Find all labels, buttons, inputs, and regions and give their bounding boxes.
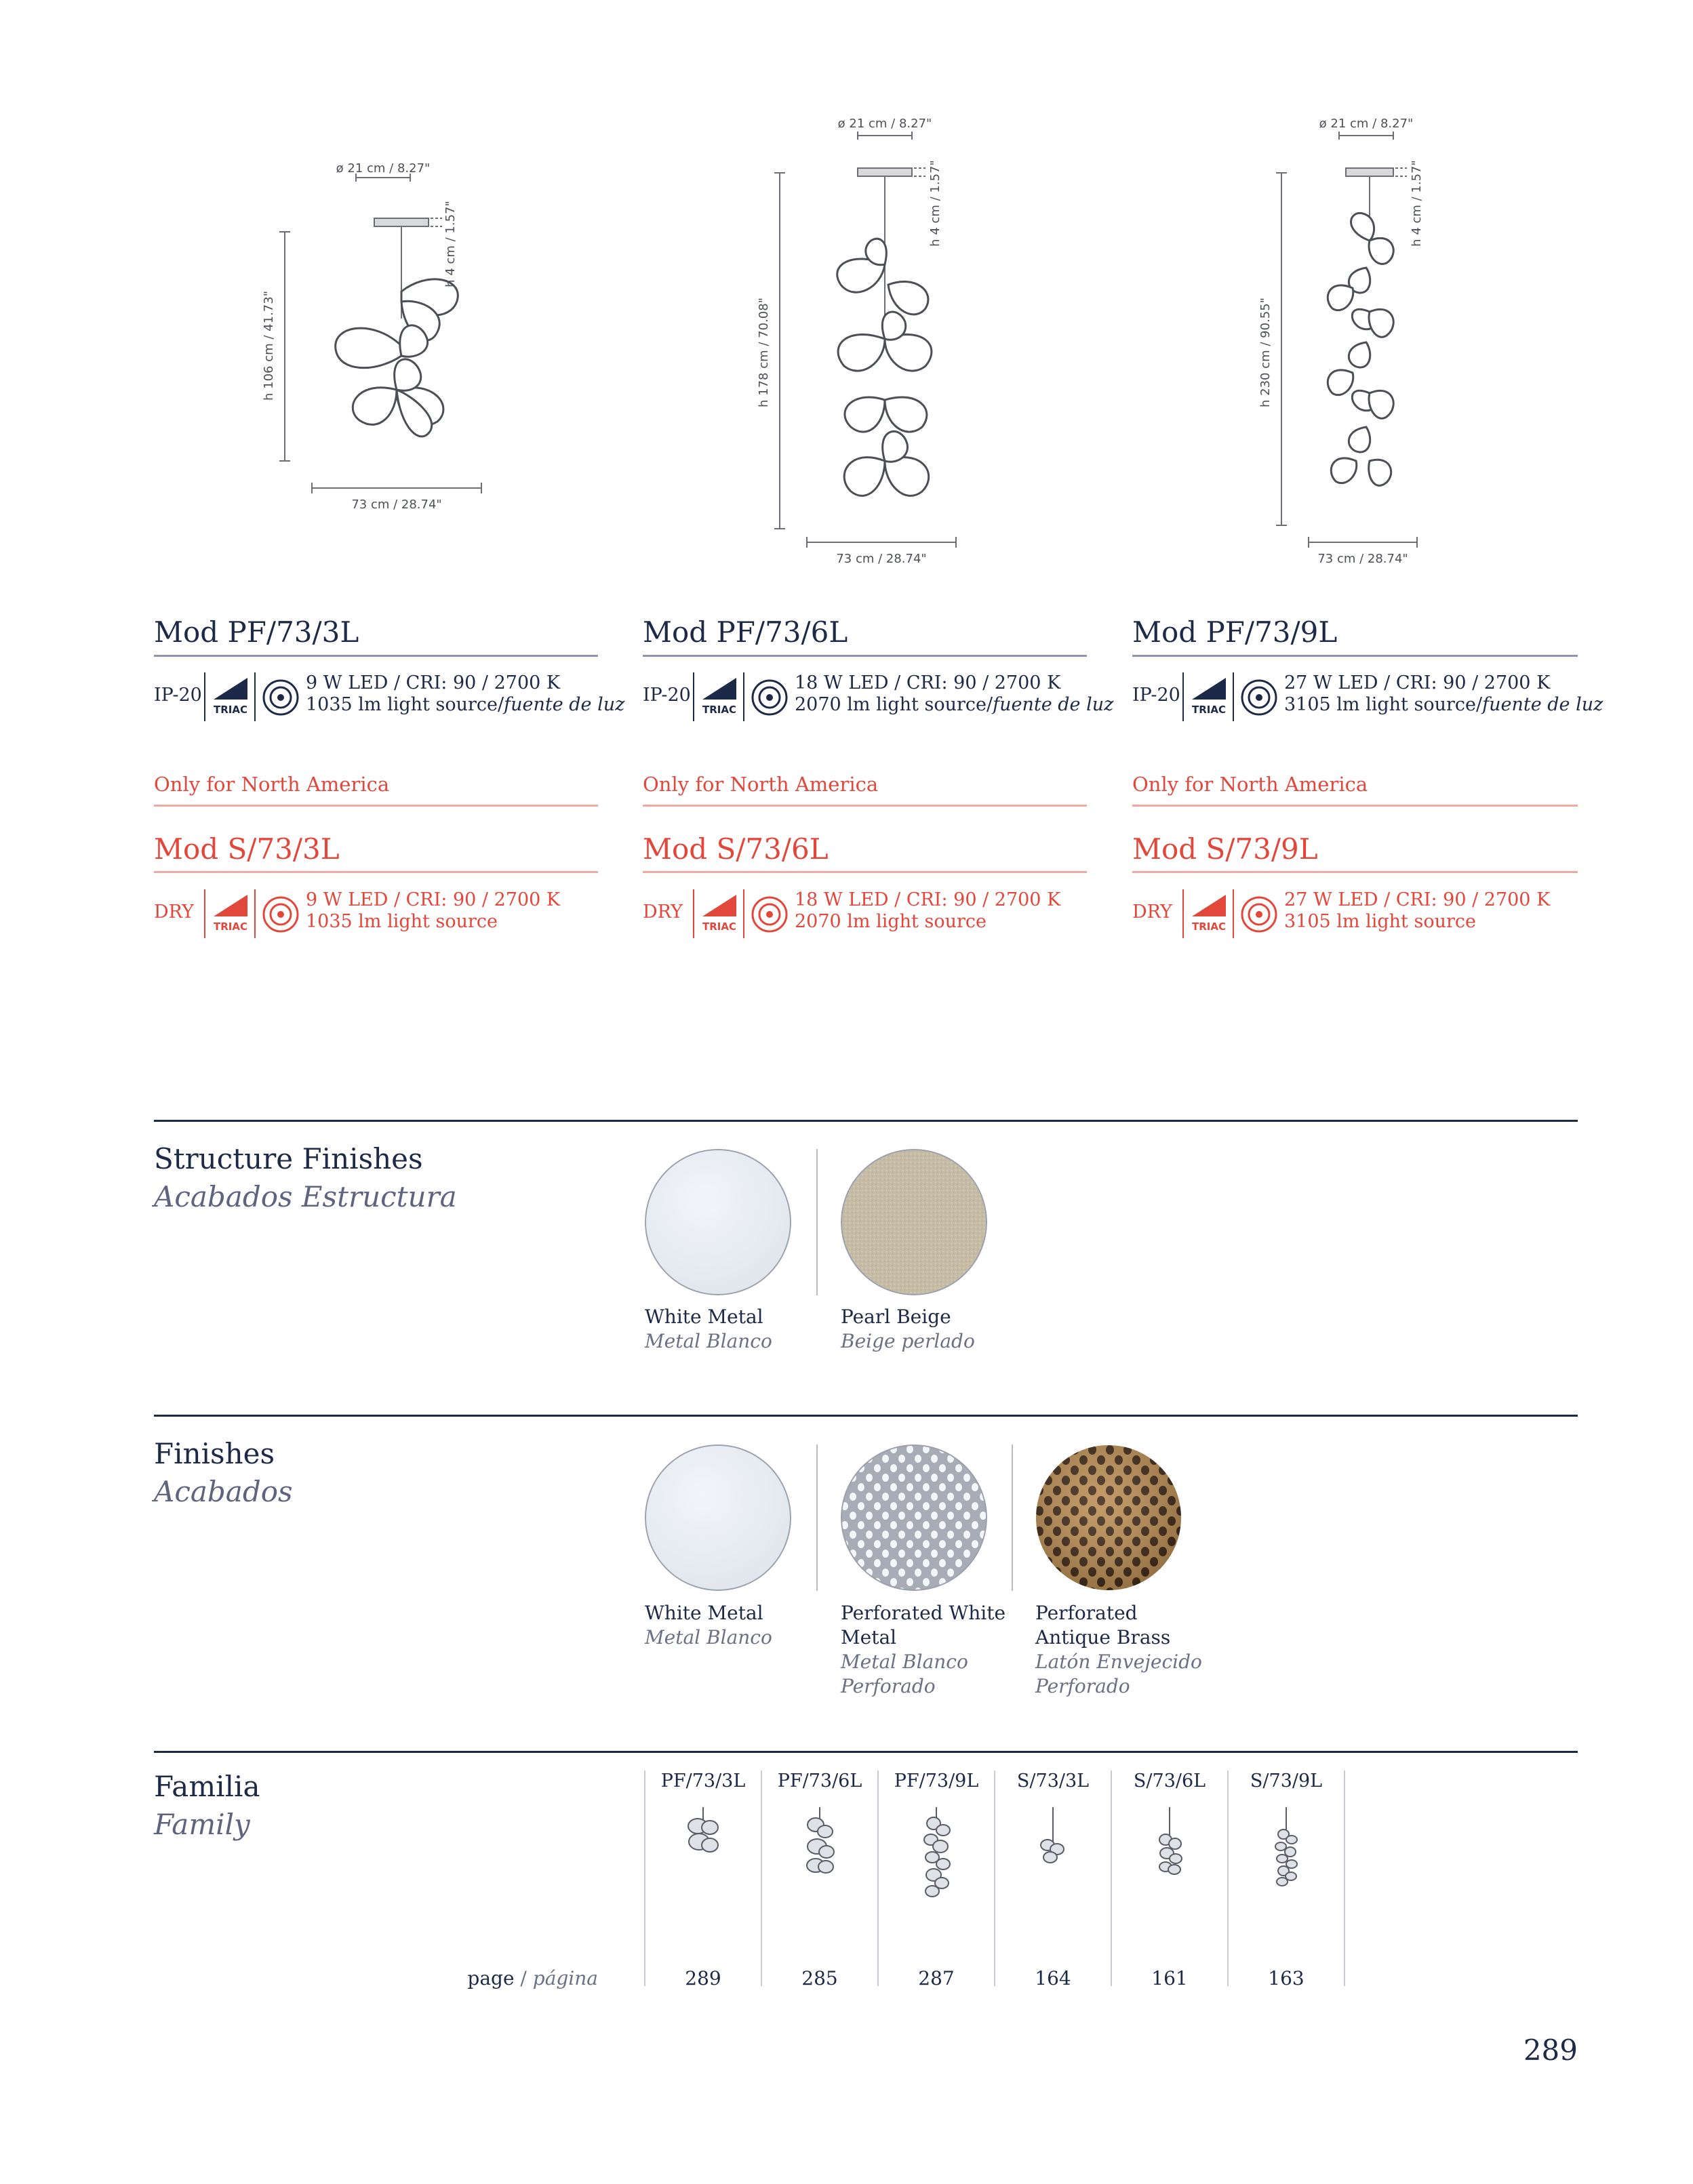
svg-text:TRIAC: TRIAC bbox=[214, 921, 247, 933]
family-item-pf-73-3l[interactable] bbox=[645, 1771, 761, 1994]
light-source-icon bbox=[750, 895, 789, 934]
divider bbox=[1233, 672, 1234, 721]
ip-rating: IP-20 bbox=[1132, 685, 1180, 706]
swatch-perforated-antique-brass bbox=[1035, 1444, 1182, 1591]
spec-text bbox=[795, 672, 1113, 716]
family-item-name: S/73/3L bbox=[1016, 1771, 1090, 1792]
spec-row-s-73-3l bbox=[154, 889, 598, 939]
spec-lumens: 1035 lm light source bbox=[306, 911, 498, 932]
model-rule bbox=[154, 655, 598, 657]
spec-row-pf-73-6l bbox=[643, 672, 1114, 723]
spec-lumens: 3105 lm light source/fuente de luz bbox=[1284, 694, 1604, 715]
family-item-name: PF/73/3L bbox=[660, 1771, 746, 1792]
swatch-divider bbox=[1012, 1444, 1013, 1591]
spec-power: 18 W LED / CRI: 90 / 2700 K bbox=[795, 889, 1061, 910]
note-rule bbox=[1132, 805, 1578, 807]
dry-rating: DRY bbox=[154, 902, 194, 923]
model-rule bbox=[1132, 871, 1578, 873]
dry-rating: DRY bbox=[1132, 902, 1172, 923]
divider bbox=[1233, 889, 1234, 938]
spec-lumens: 3105 lm light source bbox=[1284, 911, 1476, 932]
ip-rating: IP-20 bbox=[154, 685, 202, 706]
spec-text bbox=[1284, 889, 1550, 933]
dim-height: h 106 cm / 41.73" bbox=[262, 291, 276, 401]
dim-width: 73 cm / 28.74" bbox=[1317, 552, 1408, 566]
model-title-s-73-6l: Mod S/73/6L bbox=[643, 832, 829, 866]
model-title-pf-73-6l: Mod PF/73/6L bbox=[643, 615, 848, 649]
family-item-name: PF/73/9L bbox=[894, 1771, 979, 1792]
divider bbox=[1182, 889, 1184, 938]
spec-lumens: 1035 lm light source/fuente de luz bbox=[306, 694, 625, 715]
swatch-divider bbox=[816, 1444, 818, 1591]
ip-rating: IP-20 bbox=[643, 685, 691, 706]
model-title-pf-73-9l: Mod PF/73/9L bbox=[1132, 615, 1338, 649]
model-rule bbox=[1132, 655, 1578, 657]
finishes-subtitle: Acabados bbox=[154, 1475, 293, 1508]
page-number: 289 bbox=[1523, 2034, 1578, 2067]
drawing-pf-73-3l bbox=[258, 156, 529, 535]
family-item-page: 161 bbox=[1151, 1967, 1188, 1989]
spec-power: 27 W LED / CRI: 90 / 2700 K bbox=[1284, 889, 1551, 910]
swatch-label-perforated-antique-brass: Perforated Antique Brass Latón Envejecido Perforado bbox=[1035, 1602, 1202, 1697]
triac-dimmable-icon bbox=[211, 892, 250, 935]
dim-diameter: ø 21 cm / 8.27" bbox=[336, 161, 431, 176]
divider bbox=[743, 889, 744, 938]
swatch-divider bbox=[816, 1149, 818, 1295]
family-item-name: PF/73/6L bbox=[777, 1771, 862, 1792]
spec-row-pf-73-9l bbox=[1132, 672, 1604, 723]
svg-text:TRIAC: TRIAC bbox=[702, 921, 736, 933]
section-divider bbox=[154, 1120, 1578, 1122]
family-item-page: 287 bbox=[918, 1967, 955, 1989]
family-thumbnail bbox=[878, 1804, 995, 1920]
divider bbox=[693, 889, 694, 938]
swatch-pearl-beige bbox=[841, 1149, 987, 1295]
triac-dimmable-icon bbox=[700, 675, 739, 719]
finishes-title: Finishes bbox=[154, 1437, 275, 1470]
lamp-3l-technical-drawing bbox=[258, 156, 529, 535]
north-america-note: Only for North America bbox=[643, 773, 879, 796]
spec-lumens: 2070 lm light source/fuente de luz bbox=[795, 694, 1114, 715]
family-item-name: S/73/6L bbox=[1133, 1771, 1206, 1792]
dim-canopy-height: h 4 cm / 1.57" bbox=[443, 201, 458, 287]
swatch-white-metal bbox=[645, 1149, 791, 1295]
family-thumbnail bbox=[645, 1804, 761, 1920]
family-item-s-73-6l[interactable] bbox=[1111, 1771, 1228, 1994]
svg-text:TRIAC: TRIAC bbox=[702, 704, 736, 716]
light-source-icon bbox=[261, 895, 300, 934]
swatch-white-metal bbox=[645, 1444, 791, 1591]
family-item-name: S/73/9L bbox=[1250, 1771, 1323, 1792]
model-title-s-73-3l: Mod S/73/3L bbox=[154, 832, 340, 866]
dim-diameter: ø 21 cm / 8.27" bbox=[1319, 117, 1414, 131]
spec-text bbox=[306, 889, 560, 933]
model-title-pf-73-3l: Mod PF/73/3L bbox=[154, 615, 359, 649]
divider bbox=[743, 672, 744, 721]
lamp-9l-technical-drawing bbox=[1254, 108, 1471, 576]
light-source-icon bbox=[750, 678, 789, 717]
dim-width: 73 cm / 28.74" bbox=[836, 552, 927, 566]
swatch-perforated-white-metal bbox=[841, 1444, 987, 1591]
section-divider bbox=[154, 1415, 1578, 1417]
drawing-pf-73-6l bbox=[753, 108, 997, 576]
drawing-pf-73-9l bbox=[1254, 108, 1471, 576]
structure-finishes-subtitle: Acabados Estructura bbox=[154, 1180, 457, 1213]
divider bbox=[1182, 672, 1184, 721]
family-item-pf-73-9l[interactable] bbox=[878, 1771, 995, 1994]
spec-row-s-73-6l bbox=[643, 889, 1087, 939]
divider bbox=[204, 889, 205, 938]
light-source-icon bbox=[261, 678, 300, 717]
model-rule bbox=[643, 655, 1087, 657]
family-thumbnail bbox=[995, 1804, 1111, 1920]
dim-height: h 230 cm / 90.55" bbox=[1258, 298, 1273, 407]
svg-text:TRIAC: TRIAC bbox=[1192, 704, 1226, 716]
family-item-page: 289 bbox=[685, 1967, 721, 1989]
spec-power: 18 W LED / CRI: 90 / 2700 K bbox=[795, 672, 1061, 693]
triac-dimmable-icon bbox=[1189, 675, 1229, 719]
spec-power: 27 W LED / CRI: 90 / 2700 K bbox=[1284, 672, 1551, 693]
swatch-label-pearl-beige: Pearl Beige Beige perlado bbox=[841, 1306, 975, 1352]
dry-rating: DRY bbox=[643, 902, 683, 923]
dim-height: h 178 cm / 70.08" bbox=[757, 298, 771, 407]
divider bbox=[204, 672, 205, 721]
spec-row-pf-73-3l bbox=[154, 672, 625, 723]
section-divider bbox=[154, 1751, 1578, 1753]
divider bbox=[254, 672, 256, 721]
triac-dimmable-icon bbox=[211, 675, 250, 719]
family-item-page: 285 bbox=[801, 1967, 838, 1989]
triac-dimmable-icon bbox=[1189, 892, 1229, 935]
family-thumbnail bbox=[761, 1804, 878, 1920]
family-item-s-73-9l[interactable] bbox=[1228, 1771, 1345, 1994]
dim-width: 73 cm / 28.74" bbox=[351, 498, 442, 512]
light-source-icon bbox=[1239, 678, 1279, 717]
note-rule bbox=[643, 805, 1087, 807]
swatch-label-perforated-white-metal: Perforated White Metal Metal Blanco Perforado bbox=[841, 1602, 1006, 1697]
spec-power: 9 W LED / CRI: 90 / 2700 K bbox=[306, 889, 561, 910]
svg-text:TRIAC: TRIAC bbox=[214, 704, 247, 716]
divider bbox=[254, 889, 256, 938]
model-rule bbox=[154, 871, 598, 873]
note-rule bbox=[154, 805, 598, 807]
swatch-label-white-metal: White Metal Metal Blanco bbox=[645, 1306, 772, 1352]
spec-row-s-73-9l bbox=[1132, 889, 1578, 939]
spec-lumens: 2070 lm light source bbox=[795, 911, 987, 932]
spec-text bbox=[306, 672, 624, 716]
north-america-note: Only for North America bbox=[154, 773, 390, 796]
divider bbox=[693, 672, 694, 721]
spec-power: 9 W LED / CRI: 90 / 2700 K bbox=[306, 672, 561, 693]
family-thumbnail bbox=[1111, 1804, 1228, 1920]
family-item-page: 164 bbox=[1035, 1967, 1071, 1989]
family-title: Familia bbox=[154, 1770, 260, 1803]
family-item-pf-73-6l[interactable] bbox=[761, 1771, 878, 1994]
family-item-page: 163 bbox=[1268, 1967, 1304, 1989]
dim-canopy-height: h 4 cm / 1.57" bbox=[928, 160, 942, 247]
swatch-label-white-metal: White Metal Metal Blanco bbox=[645, 1602, 772, 1649]
dim-canopy-height: h 4 cm / 1.57" bbox=[1410, 160, 1424, 247]
dim-diameter: ø 21 cm / 8.27" bbox=[837, 117, 932, 131]
page-reference-label: page / página bbox=[467, 1967, 598, 1989]
family-item-s-73-3l[interactable] bbox=[995, 1771, 1111, 1994]
spec-text bbox=[1284, 672, 1603, 716]
lamp-6l-technical-drawing bbox=[753, 108, 997, 576]
light-source-icon bbox=[1239, 895, 1279, 934]
spec-text bbox=[795, 889, 1060, 933]
svg-text:TRIAC: TRIAC bbox=[1192, 921, 1226, 933]
model-title-s-73-9l: Mod S/73/9L bbox=[1132, 832, 1318, 866]
family-subtitle: Family bbox=[154, 1808, 250, 1841]
model-rule bbox=[643, 871, 1087, 873]
triac-dimmable-icon bbox=[700, 892, 739, 935]
north-america-note: Only for North America bbox=[1132, 773, 1368, 796]
structure-finishes-title: Structure Finishes bbox=[154, 1142, 423, 1175]
family-thumbnail bbox=[1228, 1804, 1345, 1920]
